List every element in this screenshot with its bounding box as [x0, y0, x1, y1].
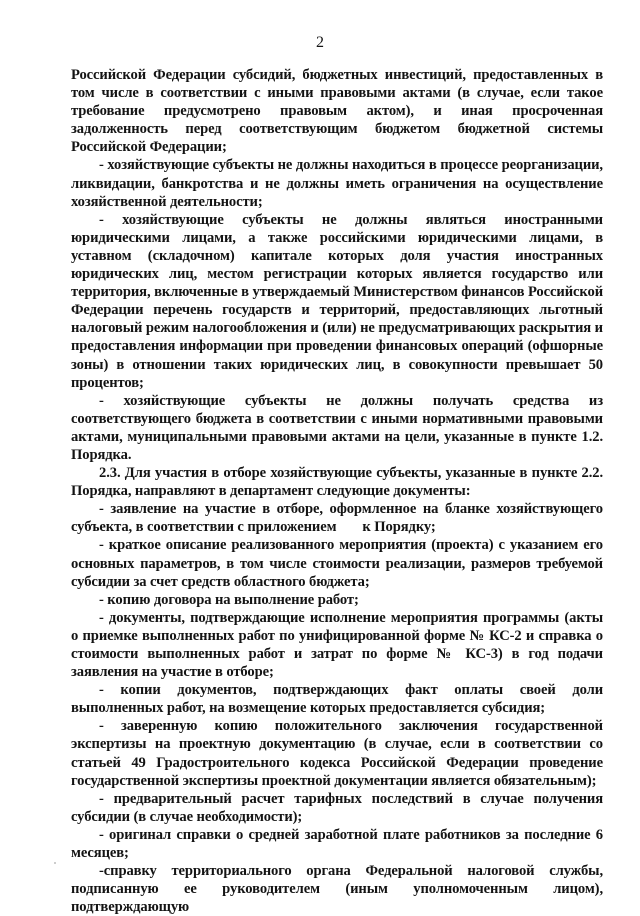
- paragraph-no-other-budget-funds: - хозяйствующие субъекты не должны получать средства из соответствующего бюджета в соответствии с иными нормативными правовыми актами, муниципальными правовыми актами на цели, указанные в пункте 1.2. Порядка.: [71, 392, 603, 463]
- application-tail: к Порядку;: [362, 519, 436, 536]
- paragraph-no-foreign-entities: - хозяйствующие субъекты не должны являться иностранными юридическими лицами, а также российскими юридическими лицами, в уставном (складочном) капитале которых доля участия иностранных юридических лиц, местом регистрации которых является государство или территория, включенные в утверждаемый Министерством финансов Российской Федерации перечень государств и территорий, предоставляющих льготный налоговый режим налогообложения и (или) не предусматривающих раскрытия и предоставления информации при проведении финансовых операций (офшорные зоны) в отношении таких юридических лиц, в совокупности превышает 50 процентов;: [71, 211, 603, 391]
- paragraph-continuation: Российской Федерации субсидий, бюджетных инвестиций, предоставленных в том числе в соответствии с иными правовыми актами (в случае, если такое требование предусмотрено правовым актом), и иная просроченная задолженность перед соответствующим бюджетом бюджетной системы Российской Федерации;: [71, 67, 603, 156]
- paragraph-tax-certificate: -справку территориального органа Федеральной налоговой службы, подписанную ее руководителем (иным уполномоченным лицом), подтверждающую: [71, 863, 603, 916]
- paragraph-2-3-documents: 2.3. Для участия в отборе хозяйствующие субъекты, указанные в пункте 2.2. Порядка, направляют в департамент следующие документы:: [71, 465, 603, 500]
- document-body: [71, 66, 603, 916]
- page-number: 2: [316, 34, 324, 51]
- paragraph-salary-certificate: - оригинал справки о средней заработной плате работников за последние 6 месяцев;: [71, 826, 603, 862]
- paragraph-execution-documents: - документы, подтверждающие исполнение мероприятия программы (акты о приемке выполненных работ по унифицированной форме № КС-2 и справка о стоимости выполненных работ и затрат по форме № КС-3) в год подачи заявления на участие в отборе;: [71, 609, 603, 681]
- paragraph-application: [71, 500, 603, 536]
- paragraph-contract-copy: - копию договора на выполнение работ;: [99, 591, 359, 608]
- scan-speck: [54, 862, 56, 864]
- paragraph-payment-copies: - копии документов, подтверждающих факт оплаты своей доли выполненных работ, на возмещение которых предоставляется субсидия;: [71, 682, 603, 717]
- paragraph-no-reorganization: - хозяйствующие субъекты не должны находиться в процессе реорганизации, ликвидации, банкротства и не должны иметь ограничения на осуществление хозяйственной деятельности;: [71, 157, 603, 210]
- paragraph-project-description: - краткое описание реализованного мероприятия (проекта) с указанием его основных параметров, в том числе стоимости реализации, размеров требуемой субсидии за счет средств областного бюджета;: [71, 537, 603, 590]
- paragraph-tariff-calculation: - предварительный расчет тарифных последствий в случае получения субсидии (в случае необходимости);: [71, 790, 603, 825]
- application-text: - заявление на участие в отборе, оформленное на бланке хозяйствующего субъекта, в соответствии с приложением: [71, 501, 603, 536]
- paragraph-expertise-copy: - заверенную копию положительного заключения государственной экспертизы на проектную документацию (в случае, если в соответствии со статьей 49 Градостроительного кодекса Российской Федерации проведение государственной экспертизы проектной документации является обязательным);: [71, 718, 603, 789]
